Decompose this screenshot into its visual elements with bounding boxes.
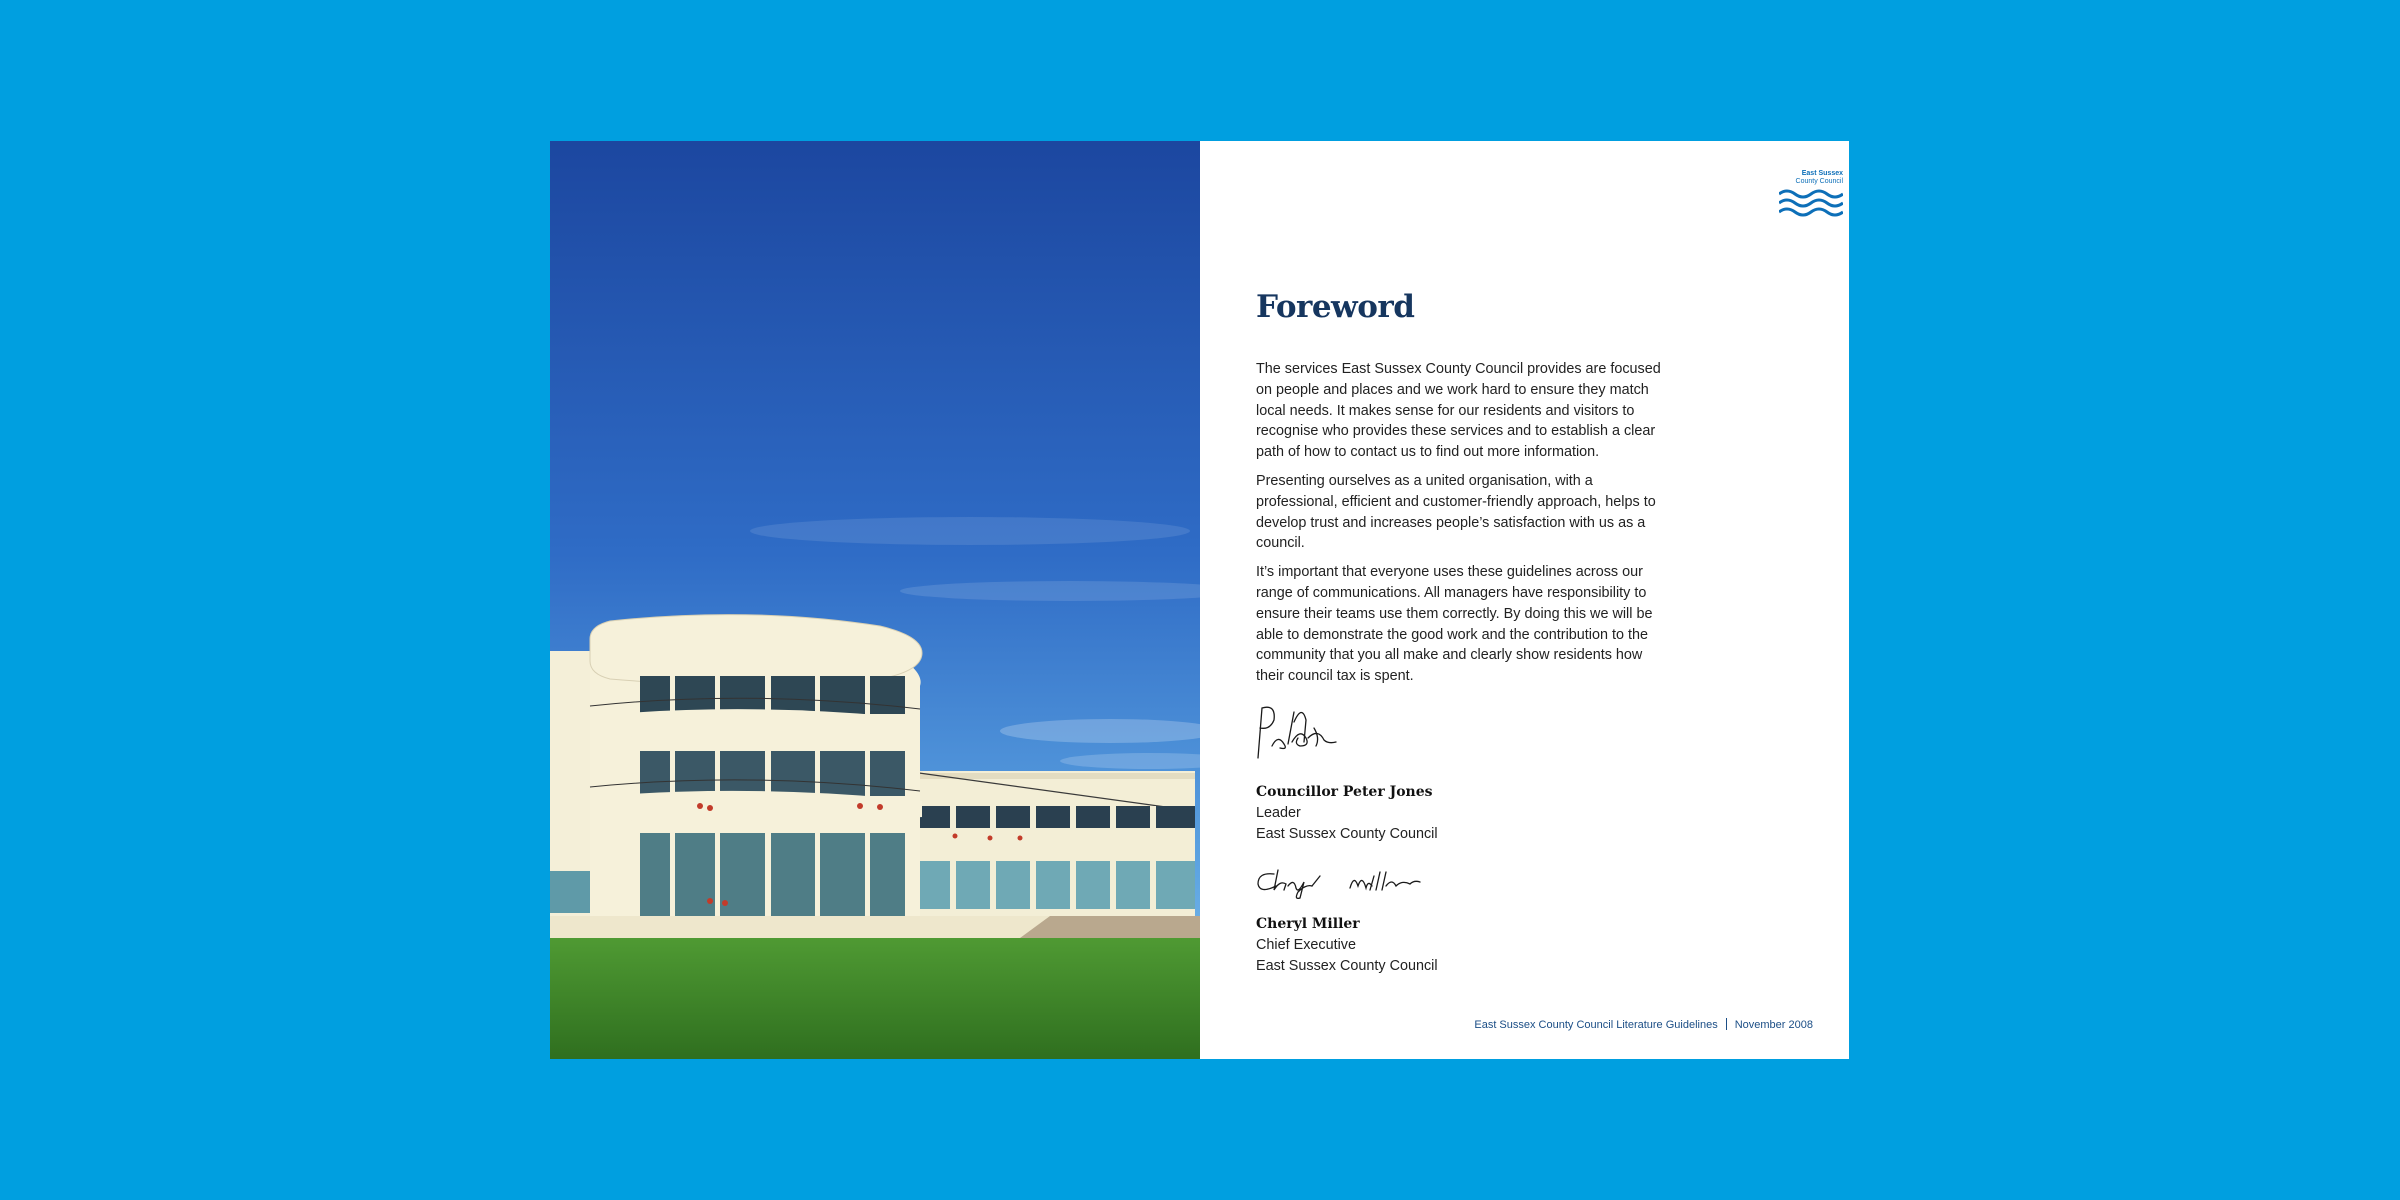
paragraph: The services East Sussex County Council provides are focused on people and places and we work hard to ensure they match local needs. It makes sense for our residents and visitors to recognise who provides these services and to establish a clear path of how to contact us to find out more information. [1256, 361, 1661, 461]
signatory-name: Cheryl Miller [1256, 916, 1360, 932]
signature-cheryl-miller [1254, 866, 1424, 900]
page-footer [1474, 1018, 1813, 1031]
signatory-organisation: East Sussex County Council [1256, 957, 1438, 974]
footer-date: November 2008 [1734, 1019, 1813, 1031]
footer-document-title: East Sussex County Council Literature Guidelines [1474, 1019, 1718, 1031]
foreword-page [1200, 141, 1849, 1059]
building-photo [550, 141, 1200, 1059]
paragraph: Presenting ourselves as a united organisation, with a professional, efficient and customer-friendly approach, helps to develop trust and increases people’s satisfaction with us as a council. [1256, 472, 1656, 552]
signatory-cheryl-miller [1256, 914, 1438, 976]
signature-peter-jones [1254, 698, 1344, 768]
signatory-peter-jones [1256, 782, 1438, 844]
logo-line-2: County Council [1795, 178, 1843, 185]
signatory-role: Chief Executive [1256, 936, 1356, 953]
council-logo [1779, 170, 1843, 218]
signatory-role: Leader [1256, 804, 1301, 821]
footer-divider [1726, 1018, 1727, 1030]
signatory-organisation: East Sussex County Council [1256, 825, 1438, 842]
foreword-body [1256, 359, 1666, 695]
page-title: Foreword [1256, 289, 1415, 325]
paragraph: It’s important that everyone uses these guidelines across our range of communications. All managers have responsibility to ensure their teams use them correctly. By doing this we will be able to demonstrate the good work and the contribution to the community that you all make and clearly show residents how their council tax is spent. [1256, 564, 1653, 685]
logo-line-1: East Sussex [1801, 170, 1843, 177]
document-spread [550, 141, 1849, 1059]
signatory-name: Councillor Peter Jones [1256, 784, 1433, 800]
waves-icon [1779, 188, 1843, 218]
